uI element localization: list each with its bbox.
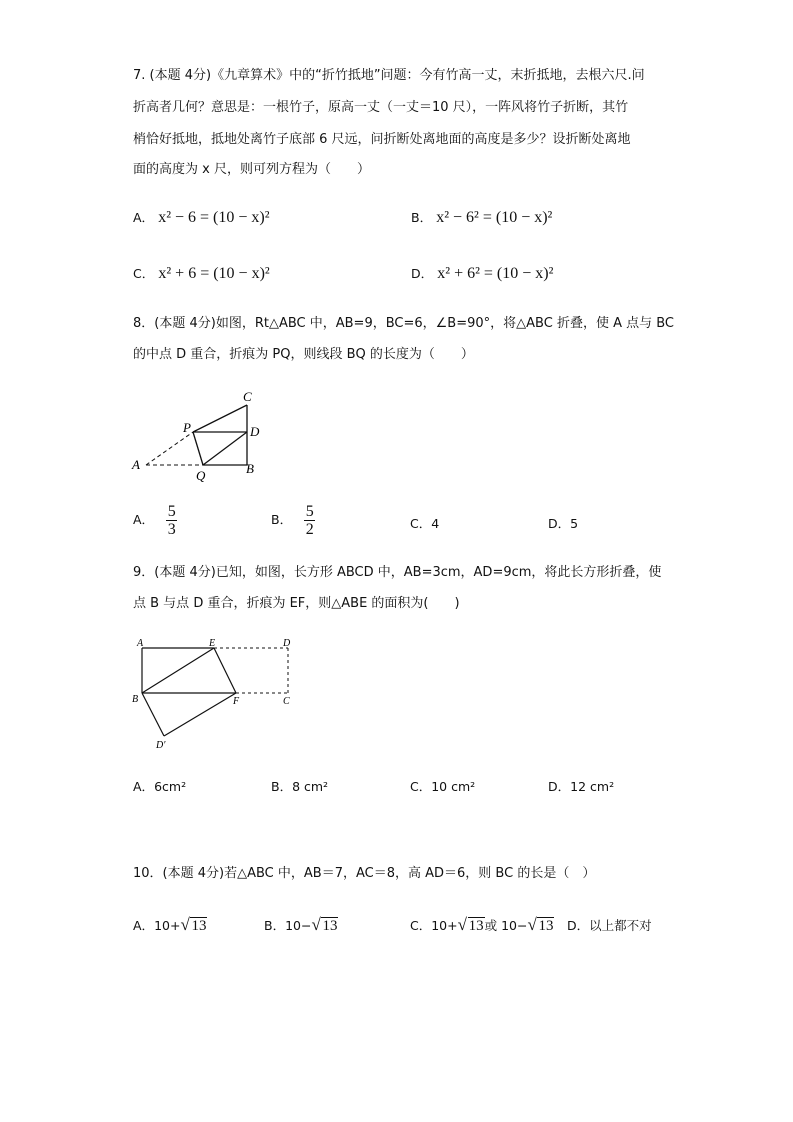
option-label: D． bbox=[411, 266, 434, 281]
sqrt-symbol: √ 13 bbox=[311, 915, 338, 934]
q7-option-a[interactable] bbox=[133, 208, 270, 227]
q7-line-1: 7. (本题 4分)《九章算术》中的“折竹抵地”问题：今有竹高一丈，末折抵地，去根六尺.问 bbox=[133, 68, 645, 83]
q7-option-d[interactable] bbox=[411, 264, 553, 283]
label-f: F bbox=[233, 696, 240, 707]
segment-d2f bbox=[164, 693, 236, 736]
segment-be bbox=[142, 648, 214, 693]
sqrt-argument: 13 bbox=[468, 918, 484, 934]
label-b: B bbox=[246, 461, 254, 476]
q9-figure bbox=[128, 632, 303, 754]
option-label: A． bbox=[133, 512, 155, 527]
label-d: D bbox=[283, 638, 291, 649]
option-equation: x² − 6 = (10 − x)² bbox=[158, 209, 270, 226]
q7-option-c[interactable] bbox=[133, 264, 270, 283]
option-label: B． bbox=[411, 210, 433, 225]
q9-line-2: 点 B 与点 D 重合，折痕为 EF，则△ABE 的面积为( ) bbox=[133, 596, 460, 611]
q10-option-a[interactable] bbox=[133, 916, 207, 935]
label-d-prime: D′ bbox=[156, 740, 166, 751]
option-value: 12 cm² bbox=[570, 779, 615, 794]
q9-option-d[interactable] bbox=[548, 777, 614, 795]
q9-option-b[interactable] bbox=[271, 777, 328, 795]
sqrt-argument: 13 bbox=[191, 918, 207, 934]
segment-ap bbox=[146, 432, 193, 465]
sqrt-symbol: √ 13 bbox=[527, 915, 554, 934]
option-value: 以上都不对 bbox=[589, 918, 652, 933]
q8-figure bbox=[125, 385, 275, 485]
option-label: B． bbox=[271, 512, 293, 527]
label-a: A bbox=[132, 457, 140, 472]
fraction-denominator: 3 bbox=[167, 521, 176, 538]
q8-option-b[interactable] bbox=[271, 503, 315, 538]
q9-option-a[interactable] bbox=[133, 777, 186, 795]
label-b: B bbox=[132, 694, 139, 705]
fraction-denominator: 2 bbox=[305, 521, 314, 538]
option-label: C． bbox=[133, 266, 155, 281]
segment-cp bbox=[193, 405, 247, 432]
q10-option-b[interactable] bbox=[264, 916, 338, 935]
segment-ef bbox=[214, 648, 236, 693]
option-connector: 或 10− bbox=[484, 918, 528, 933]
option-value: 5 bbox=[570, 516, 579, 531]
segment-qd bbox=[203, 432, 247, 465]
option-prefix: 10− bbox=[285, 918, 312, 933]
sqrt-argument: 13 bbox=[538, 918, 554, 934]
option-label: D． bbox=[567, 918, 590, 933]
option-label: D． bbox=[548, 779, 571, 794]
option-value: 8 cm² bbox=[292, 779, 329, 794]
sqrt-symbol: √ 13 bbox=[457, 915, 484, 934]
label-q: Q bbox=[196, 468, 206, 483]
q7-option-b[interactable] bbox=[411, 208, 552, 227]
q8-line-2: 的中点 D 重合，折痕为 PQ，则线段 BQ 的长度为（ ） bbox=[133, 347, 474, 362]
fraction-numerator: 5 bbox=[167, 503, 176, 520]
q8-line-1: 8．(本题 4分)如图，Rt△ABC 中，AB=9，BC=6，∠B=90°，将△ABC 折叠，使 A 点与 BC bbox=[133, 316, 674, 331]
option-label: D． bbox=[548, 516, 571, 531]
option-prefix: 10+ bbox=[154, 918, 181, 933]
q7-line-3: 梢恰好抵地，抵地处离竹子底部 6 尺远，问折断处离地面的高度是多少？设折断处离地 bbox=[133, 132, 631, 147]
q7-line-4: 面的高度为 x 尺，则可列方程为（ ） bbox=[133, 162, 370, 177]
option-value: 4 bbox=[431, 516, 440, 531]
option-label: A． bbox=[133, 918, 155, 933]
label-c: C bbox=[283, 696, 290, 707]
q7-line-2: 折高者几何？意思是：一根竹子，原高一丈（一丈＝10 尺），一阵风将竹子折断，其竹 bbox=[133, 100, 629, 115]
q9-line-1: 9．(本题 4分)已知，如图，长方形 ABCD 中，AB=3cm，AD=9cm，将此长方形折叠，使 bbox=[133, 565, 662, 580]
label-p: P bbox=[183, 420, 191, 435]
option-label: C． bbox=[410, 516, 432, 531]
option-fraction bbox=[304, 503, 315, 538]
segment-bd2 bbox=[142, 693, 164, 736]
q8-option-c[interactable] bbox=[410, 514, 439, 532]
sqrt-symbol: √ 13 bbox=[180, 915, 207, 934]
option-equation: x² + 6 = (10 − x)² bbox=[158, 265, 270, 282]
q8-option-d[interactable] bbox=[548, 514, 578, 532]
option-value: 6cm² bbox=[154, 779, 187, 794]
sqrt-argument: 13 bbox=[322, 918, 338, 934]
segment-pq bbox=[193, 432, 203, 465]
option-prefix: 10+ bbox=[431, 918, 458, 933]
option-equation: x² + 6² = (10 − x)² bbox=[437, 265, 554, 282]
option-label: A． bbox=[133, 210, 155, 225]
option-value: 10 cm² bbox=[431, 779, 476, 794]
option-label: B． bbox=[271, 779, 293, 794]
q10-line-1: 10．(本题 4分)若△ABC 中，AB＝7，AC＝8，高 AD＝6，则 BC 的长是（ ） bbox=[133, 866, 596, 881]
q10-option-c[interactable] bbox=[410, 916, 554, 935]
option-fraction bbox=[166, 503, 177, 538]
fraction-numerator: 5 bbox=[305, 503, 314, 520]
label-a: A bbox=[137, 638, 144, 649]
q8-option-a[interactable] bbox=[133, 503, 177, 538]
option-equation: x² − 6² = (10 − x)² bbox=[436, 209, 553, 226]
label-d: D bbox=[250, 424, 260, 439]
q9-option-c[interactable] bbox=[410, 777, 475, 795]
option-label: A． bbox=[133, 779, 155, 794]
option-label: B． bbox=[264, 918, 286, 933]
option-label: C． bbox=[410, 779, 432, 794]
option-label: C． bbox=[410, 918, 432, 933]
q10-option-d[interactable] bbox=[567, 916, 652, 934]
label-e: E bbox=[209, 638, 216, 649]
label-c: C bbox=[243, 389, 252, 404]
